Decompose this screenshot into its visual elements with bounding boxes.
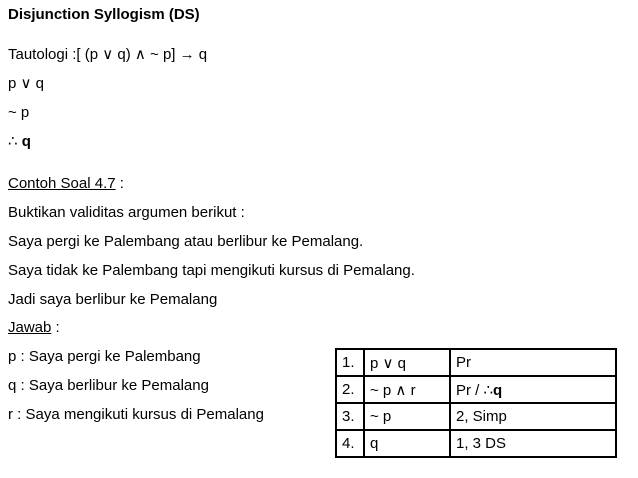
row-number: 4.: [336, 430, 364, 457]
premise-2: ~ p: [8, 104, 30, 121]
row-statement: q: [364, 430, 450, 457]
example-colon: :: [115, 175, 124, 192]
row-number: 3.: [336, 403, 364, 430]
proof-table: [335, 348, 617, 458]
proof-row: [336, 349, 616, 376]
answer-label: Jawab: [8, 319, 52, 336]
proof-row: [336, 430, 616, 457]
row-number: 2.: [336, 376, 364, 403]
row-statement: p ∨ q: [364, 349, 450, 376]
argument-sentence-3: Jadi saya berlibur ke Pemalang: [8, 291, 218, 308]
premise-1: p ∨ q: [8, 75, 44, 92]
row-reason: 2, Simp: [450, 403, 616, 430]
answer-heading-line: [8, 319, 60, 337]
argument-sentence-1: Saya pergi ke Palembang atau berlibur ke Pemalang.: [8, 233, 364, 250]
definition-p: p : Saya pergi ke Palembang: [8, 348, 201, 365]
example-heading-line: [8, 175, 124, 193]
row-reason: Pr / ∴q: [450, 376, 616, 403]
row-number: 1.: [336, 349, 364, 376]
conclusion-variable: q: [21, 133, 31, 150]
definition-r: r : Saya mengikuti kursus di Pemalang: [8, 406, 264, 423]
therefore-symbol: ∴: [8, 133, 18, 150]
tautology-line: Tautologi :[ (p ∨ q) ∧ ~ p] → q: [8, 46, 208, 63]
answer-colon: :: [51, 319, 60, 336]
row-reason: Pr: [450, 349, 616, 376]
row-reason: 1, 3 DS: [450, 430, 616, 457]
proof-row: [336, 403, 616, 430]
example-heading: Contoh Soal 4.7: [8, 175, 116, 192]
proof-row: [336, 376, 616, 403]
row-statement: ~ p: [364, 403, 450, 430]
definition-q: q : Saya berlibur ke Pemalang: [8, 377, 209, 394]
row-statement: ~ p ∧ r: [364, 376, 450, 403]
argument-sentence-2: Saya tidak ke Palembang tapi mengikuti kursus di Pemalang.: [8, 262, 415, 279]
page-title: Disjunction Syllogism (DS): [8, 6, 200, 23]
conclusion-line: [8, 133, 31, 151]
instruction-text: Buktikan validitas argumen berikut :: [8, 204, 245, 221]
